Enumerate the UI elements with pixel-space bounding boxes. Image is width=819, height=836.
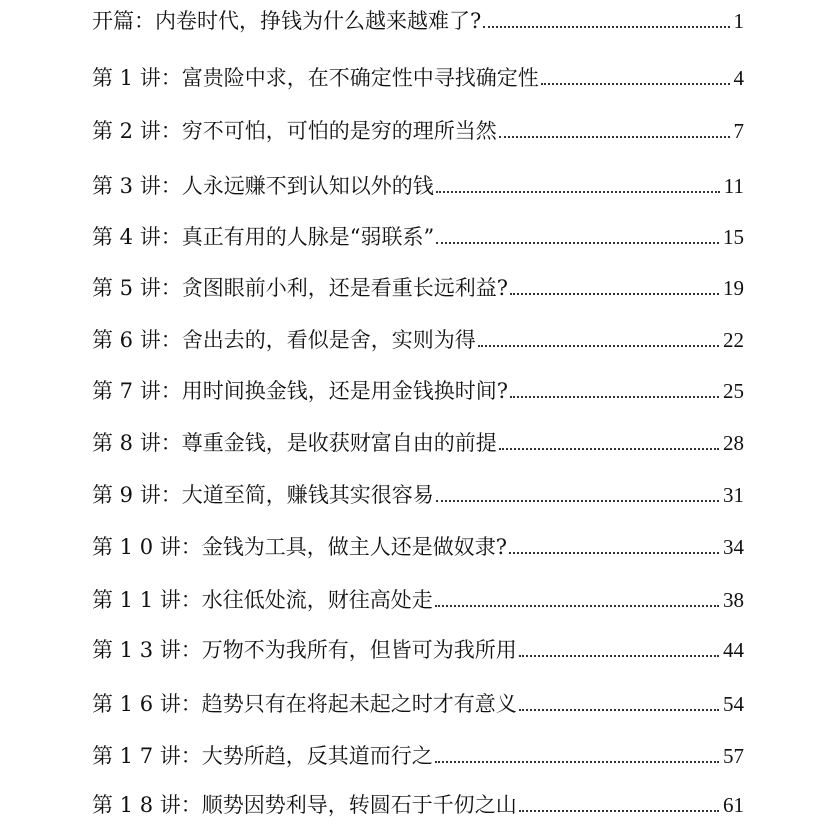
toc-entry-page: 44 (723, 638, 744, 662)
toc-entry (92, 585, 744, 615)
toc-entry-title: 第 5 讲：贪图眼前小利，还是看重长远利益? (92, 276, 508, 300)
dot-leader (541, 83, 730, 85)
dot-leader (436, 191, 720, 193)
dot-leader (499, 136, 730, 138)
toc-entry-title: 第 7 讲：用时间换金钱，还是用金钱换时间? (92, 379, 508, 403)
dot-leader (510, 396, 719, 398)
toc-entry (92, 325, 744, 355)
toc-entry-title: 第 4 讲：真正有用的人脉是“弱联系” (92, 225, 435, 249)
toc-entry-title: 第 1 0 讲：金钱为工具，做主人还是做奴隶? (92, 535, 508, 559)
toc-entry (92, 532, 744, 562)
toc-entry (92, 116, 744, 146)
toc-entry-page: 1 (733, 9, 744, 33)
toc-entry-page: 15 (723, 225, 744, 249)
dot-leader (510, 293, 719, 295)
dot-leader (435, 605, 719, 607)
dot-leader (519, 655, 719, 657)
toc-entry (92, 689, 744, 719)
toc-entry-page: 31 (723, 483, 744, 507)
toc-entry (92, 6, 744, 36)
toc-entry-page: 11 (723, 174, 744, 198)
toc-entry-title: 第 1 7 讲：大势所趋，反其道而行之 (92, 744, 433, 768)
toc-entry-page: 19 (723, 276, 744, 300)
toc-entry-title: 第 1 1 讲：水往低处流，财往高处走 (92, 588, 433, 612)
toc-entry-title: 第 1 8 讲：顺势因势利导，转圆石于千仞之山 (92, 793, 517, 817)
dot-leader (435, 761, 719, 763)
toc-entry-title: 开篇：内卷时代，挣钱为什么越来越难了? (92, 9, 482, 33)
dot-leader (436, 242, 719, 244)
toc-entry-page: 7 (733, 119, 744, 143)
toc-entry-page: 61 (723, 793, 744, 817)
toc-entry-title: 第 2 讲：穷不可怕，可怕的是穷的理所当然 (92, 119, 497, 143)
toc-entry-page: 28 (723, 431, 744, 455)
toc-entry (92, 741, 744, 771)
toc-entry (92, 480, 744, 510)
toc-entry-title: 第 3 讲：人永远赚不到认知以外的钱 (92, 174, 434, 198)
toc-entry (92, 222, 744, 252)
toc-entry-page: 22 (723, 328, 744, 352)
toc-entry-title: 第 9 讲：大道至简，赚钱其实很容易 (92, 483, 434, 507)
dot-leader (499, 448, 719, 450)
dot-leader (483, 26, 729, 28)
toc-entry-page: 25 (723, 379, 744, 403)
toc-entry-page: 4 (733, 66, 744, 90)
toc-entry (92, 63, 744, 93)
toc-entry (92, 635, 744, 665)
dot-leader (436, 500, 719, 502)
toc-entry (92, 273, 744, 303)
toc-entry-title: 第 6 讲：舍出去的，看似是舍，实则为得 (92, 328, 476, 352)
toc-entry-page: 54 (723, 692, 744, 716)
toc-entry (92, 376, 744, 406)
toc-entry-page: 34 (723, 535, 744, 559)
dot-leader (478, 345, 719, 347)
toc-entry (92, 171, 744, 201)
toc-entry-title: 第 8 讲：尊重金钱，是收获财富自由的前提 (92, 431, 497, 455)
dot-leader (519, 810, 719, 812)
toc-entry (92, 428, 744, 458)
toc-entry-page: 38 (723, 588, 744, 612)
dot-leader (509, 552, 719, 554)
toc-entry-page: 57 (723, 744, 744, 768)
toc-entry-title: 第 1 3 讲：万物不为我所有，但皆可为我所用 (92, 638, 517, 662)
dot-leader (519, 709, 719, 711)
toc-entry (92, 790, 744, 820)
toc-entry-title: 第 1 6 讲：趋势只有在将起未起之时才有意义 (92, 692, 517, 716)
toc-entry-title: 第 1 讲：富贵险中求，在不确定性中寻找确定性 (92, 66, 539, 90)
